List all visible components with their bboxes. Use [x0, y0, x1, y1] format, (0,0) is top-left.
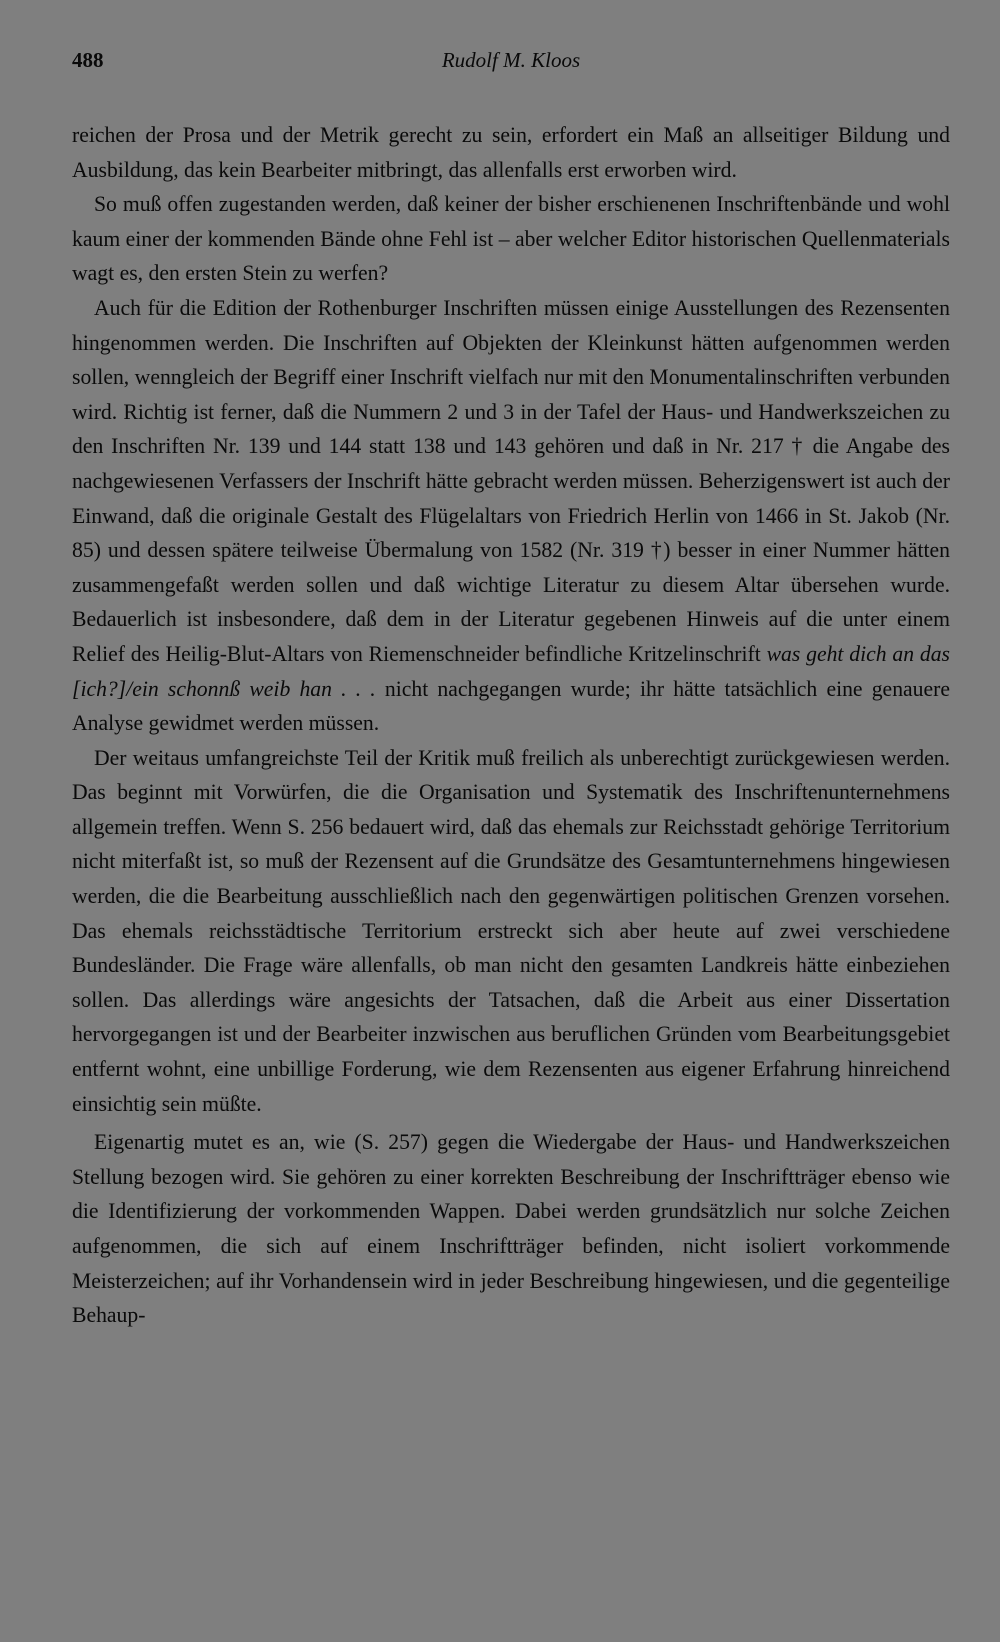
paragraph-3	[72, 291, 950, 741]
paragraph-4: Der weitaus umfangreichste Teil der Kritik muß freilich als unberechtigt zurückgewiesen werden. Das beginnt mit Vorwürfen, die die Organisation und Systematik des Inschriftenunternehmens allgemein treffen. Wenn S. 256 bedauert wird, daß das ehemals zur Reichsstadt gehörige Territorium nicht miterfaßt ist, so muß der Rezensent auf die Grundsätze des Gesamtunternehmens hingewiesen werden, die die Bearbeitung ausschließlich nach den gegenwärtigen politischen Grenzen vorsehen. Das ehemals reichsstädtische Territorium erstreckt sich aber heute auf zwei verschiedene Bundesländer. Die Frage wäre allenfalls, ob man nicht den gesamten Landkreis hätte einbeziehen sollen. Das allerdings wäre angesichts der Tatsachen, daß die Arbeit aus einer Dissertation hervorgegangen ist und der Bearbeiter inzwischen aus beruflichen Gründen vom Bearbeitungsgebiet entfernt wohnt, eine unbillige Forderung, wie dem Rezensenten aus eigener Erfahrung hinreichend einsichtig sein müßte.	[72, 745, 950, 1116]
page-number: 488	[72, 48, 104, 72]
page-header	[72, 48, 950, 82]
paragraph-3-text-a: Auch für die Edition der Rothenburger Inschriften müssen einige Ausstellungen des Rezensenten hingenommen werden. Die Inschriften auf Objekten der Kleinkunst hätten aufgenommen werden sollen, wenngleich der Begriff einer Inschrift vielfach nur mit den Monumentalinschriften verbunden wird. Richtig ist ferner, daß die Nummern 2 und 3 in der Tafel der Haus- und Handwerkszeichen zu den Inschriften Nr. 139 und 144 statt 138 und 143 gehören und daß in Nr. 217 † die Angabe des nachgewiesenen Verfassers der Inschrift hätte gebracht werden müssen. Beherzigenswert ist auch der Einwand, daß die originale Gestalt des Flügelaltars von Friedrich Herlin von 1466 in St. Jakob (Nr. 85) und dessen spätere teilweise Übermalung von 1582 (Nr. 319 †) besser in einer Nummer hätten zusammengefaßt werden sollen und daß wichtige Literatur zu diesem Altar übersehen wurde. Bedauerlich ist insbesondere, daß dem in der Literatur gegebenen Hinweis auf die unter einem Relief des Heilig-Blut-Altars von Riemenschneider befindliche Kritzelinschrift	[72, 295, 950, 666]
paragraph-2: So muß offen zugestanden werden, daß keiner der bisher erschienenen Inschriftenbände und wohl kaum einer der kommenden Bände ohne Fehl ist – aber welcher Editor historischen Quellenmaterials wagt es, den ersten Stein zu werfen?	[72, 192, 950, 286]
inscription-quote: was geht dich an das [ich?]/ein schonnß weib han . . .	[72, 641, 950, 701]
paragraph-5: Eigenartig mutet es an, wie (S. 257) gegen die Wiedergabe der Haus- und Handwerkszeichen Stellung bezogen wird. Sie gehören zu einer korrekten Beschreibung der Inschriftträger ebenso wie die Identifizierung der vorkommenden Wappen. Dabei werden grundsätzlich nur solche Zeichen aufgenommen, die sich auf einem Inschriftträger befinden, nicht isoliert vorkommende Meisterzeichen; auf ihr Vorhandensein wird in jeder Beschreibung hingewiesen, und die gegenteilige Behaup-	[72, 1130, 950, 1328]
paragraph-3-text-b: nicht nachgegangen wurde; ihr hätte tatsächlich eine genauere Analyse gewidmet werden müssen.	[72, 676, 950, 736]
page-content	[72, 48, 950, 1333]
body-text	[72, 118, 950, 1333]
paragraph-1: reichen der Prosa und der Metrik gerecht zu sein, erfordert ein Maß an allseitiger Bildung und Ausbildung, das kein Bearbeiter mitbringt, das allenfalls erst erworben wird.	[72, 123, 950, 182]
running-head: Rudolf M. Kloos	[441, 48, 581, 72]
